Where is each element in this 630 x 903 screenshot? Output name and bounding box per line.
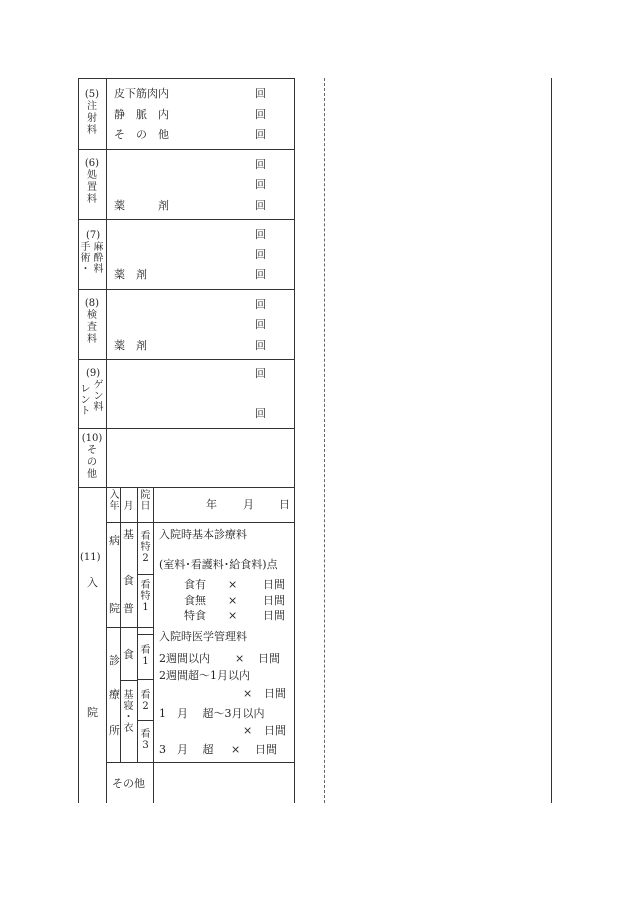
- divider: [120, 680, 137, 681]
- times: ×: [231, 743, 241, 756]
- right-panel-border: [551, 78, 552, 803]
- sho-label: 所: [109, 724, 120, 737]
- mgmt-row1: 2週間以内: [159, 652, 210, 665]
- basic-fee-sub: (室料･看護料･給食料)点: [159, 558, 278, 571]
- sec9-col2: ゲ ン 料: [93, 380, 104, 413]
- divider: [120, 627, 153, 628]
- unit: 回: [255, 87, 266, 100]
- divider: [78, 149, 294, 150]
- sec11-num: (11): [80, 552, 101, 563]
- kishin-label: 基 寝 ・ 衣: [123, 690, 134, 734]
- shin-label: 診: [109, 654, 120, 667]
- days: 日間: [255, 743, 277, 756]
- top-border: [78, 78, 294, 79]
- days: 日間: [264, 724, 286, 737]
- shoku2-label: 食: [123, 648, 134, 661]
- unit: 回: [255, 339, 266, 352]
- left-border: [78, 78, 79, 803]
- unit: 回: [255, 318, 266, 331]
- sec6-label: (6) 処 置 料: [84, 158, 100, 205]
- grid-line: [137, 487, 138, 522]
- right-border: [294, 78, 295, 803]
- divider: [137, 574, 153, 575]
- sec10-label: (10) そ の 他: [81, 433, 103, 480]
- injection-intravenous: 静 脈 内: [114, 108, 169, 121]
- drug-label: 薬 剤: [114, 339, 147, 352]
- unit: 回: [255, 199, 266, 212]
- kan-toku2: 看 特 2: [140, 531, 151, 564]
- sec9-col1: レ ン ト: [80, 384, 91, 417]
- days: 日間: [264, 687, 286, 700]
- unit: 回: [255, 298, 266, 311]
- admit-col1: 入 年: [109, 490, 120, 512]
- mgmt-row4: 3 月 超: [159, 743, 214, 756]
- ryo-label: 療: [109, 688, 120, 701]
- basic-fee-title: 入院時基本診療料: [159, 528, 247, 541]
- times: ×: [228, 594, 238, 607]
- mgmt-row3: 1 月 超～3月以内: [159, 707, 265, 720]
- drug-label: 薬 剤: [114, 268, 147, 281]
- unit: 回: [255, 407, 266, 420]
- unit: 回: [255, 228, 266, 241]
- ki-label: 基: [123, 528, 134, 541]
- sec9-num: (9): [86, 368, 101, 379]
- divider: [78, 289, 294, 290]
- days: 日間: [263, 594, 285, 607]
- divider: [137, 634, 153, 635]
- meal-without: 食無: [184, 594, 206, 607]
- divider: [137, 679, 153, 680]
- divider: [78, 428, 294, 429]
- unit: 回: [255, 367, 266, 380]
- label-column-line: [106, 78, 107, 803]
- days: 日間: [263, 609, 285, 622]
- unit: 回: [255, 108, 266, 121]
- grid-line: [120, 487, 121, 762]
- unit: 回: [255, 268, 266, 281]
- divider: [106, 522, 294, 523]
- sec11-label-top: 入: [87, 576, 98, 589]
- times: ×: [243, 724, 253, 737]
- meal-special: 特食: [184, 609, 206, 622]
- mgmt-row2: 2週間超～1月以内: [159, 669, 250, 682]
- times: ×: [243, 687, 253, 700]
- admit-col3: 院 日: [140, 490, 151, 512]
- byo-label: 病: [109, 534, 120, 547]
- drug-label: 薬 剤: [114, 199, 169, 212]
- year-label: 年: [206, 498, 217, 511]
- sec7-col2: 麻 酔 料: [93, 242, 104, 275]
- kan-toku1: 看 特 1: [140, 580, 151, 613]
- divider: [137, 720, 153, 721]
- admit-col2: 月: [123, 501, 134, 512]
- days: 日間: [258, 652, 280, 665]
- day-label: 日: [279, 498, 290, 511]
- divider: [78, 219, 294, 220]
- sec8-label: (8) 検 査 料: [84, 298, 100, 345]
- grid-line: [137, 522, 138, 762]
- mgmt-title: 入院時医学管理料: [159, 630, 247, 643]
- kan3: 看 3: [140, 729, 151, 751]
- divider: [78, 359, 294, 360]
- unit: 回: [255, 128, 266, 141]
- unit: 回: [255, 178, 266, 191]
- dashed-divider: [324, 78, 325, 803]
- grid-line: [153, 487, 154, 803]
- sec7-num: (7): [86, 230, 101, 241]
- times: ×: [228, 578, 238, 591]
- sec11-label-bottom: 院: [87, 706, 98, 719]
- kan1: 看 1: [140, 645, 151, 667]
- days: 日間: [263, 578, 285, 591]
- injection-subcutaneous: 皮下筋肉内: [114, 87, 169, 100]
- sec5-label: (5) 注 射 料: [84, 89, 100, 136]
- sec7-col1: 手 術 ・: [80, 242, 91, 275]
- unit: 回: [255, 248, 266, 261]
- kan2: 看 2: [140, 690, 151, 712]
- other-label: その他: [112, 777, 145, 790]
- times: ×: [228, 609, 238, 622]
- shoku-label: 食: [123, 574, 134, 587]
- injection-other: そ の 他: [114, 128, 169, 141]
- fu-label: 普: [123, 602, 134, 615]
- month-label: 月: [243, 498, 254, 511]
- meal-with: 食有: [184, 578, 206, 591]
- unit: 回: [255, 158, 266, 171]
- divider: [106, 627, 120, 628]
- times: ×: [235, 652, 245, 665]
- divider: [106, 762, 294, 763]
- divider: [78, 487, 294, 488]
- in-label: 院: [109, 602, 120, 615]
